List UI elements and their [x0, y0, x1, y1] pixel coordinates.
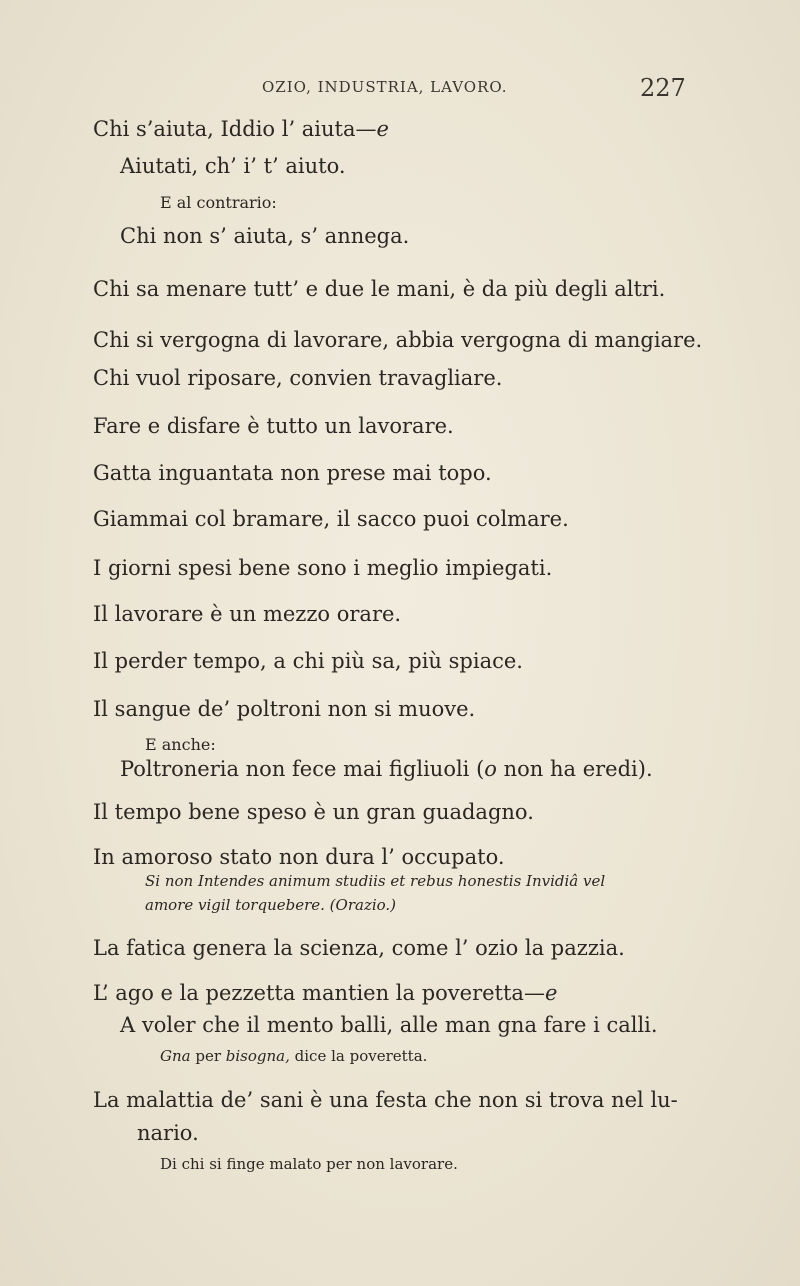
gloss-note: Di chi si finge malato per non lavorare.: [160, 1155, 458, 1173]
running-head: OZIO, INDUSTRIA, LAVORO.: [262, 78, 508, 96]
gloss-note: Gna per bisogna, dice la poveretta.: [160, 1047, 428, 1065]
page-number: 227: [640, 74, 686, 102]
proverb-line: A voler che il mento balli, alle man gna fare i calli.: [120, 1013, 658, 1037]
connector-text: E al contrario:: [160, 193, 277, 212]
latin-quote: Si non Intendes animum studiis et rebus honestis Invidiâ vel: [145, 872, 606, 890]
proverb-line: I giorni spesi bene sono i meglio impiegati.: [93, 556, 553, 580]
proverb-line: Chi sa menare tutt’ e due le mani, è da più degli altri.: [93, 277, 666, 301]
proverb-line: Fare e disfare è tutto un lavorare.: [93, 414, 454, 438]
proverb-line: nario.: [137, 1121, 199, 1145]
connector-text: E anche:: [145, 735, 216, 754]
proverb-line: L’ ago e la pezzetta mantien la poveretta—e: [93, 981, 558, 1005]
proverb-line: Poltroneria non fece mai figliuoli (o non ha eredi).: [120, 757, 653, 781]
proverb-line: Chi vuol riposare, convien travagliare.: [93, 366, 503, 390]
proverb-line: Il lavorare è un mezzo orare.: [93, 602, 402, 626]
proverb-line: Chi s’aiuta, Iddio l’ aiuta—e: [93, 117, 389, 141]
proverb-line: Gatta inguantata non prese mai topo.: [93, 461, 492, 485]
proverb-line: Aiutati, ch’ i’ t’ aiuto.: [120, 154, 346, 178]
page-header: [0, 74, 800, 108]
proverb-line: In amoroso stato non dura l’ occupato.: [93, 845, 505, 869]
proverb-line: Chi non s’ aiuta, s’ annega.: [120, 224, 410, 248]
proverb-line: Il perder tempo, a chi più sa, più spiace.: [93, 649, 523, 673]
latin-quote: amore vigil torquebere. (Orazio.): [145, 896, 397, 914]
proverb-line: La malattia de’ sani è una festa che non si trova nel lu-: [93, 1088, 678, 1112]
proverb-line: Il tempo bene speso è un gran guadagno.: [93, 800, 534, 824]
proverb-line: Chi si vergogna di lavorare, abbia vergogna di mangiare.: [93, 328, 703, 352]
proverb-line: La fatica genera la scienza, come l’ ozio la pazzia.: [93, 936, 625, 960]
proverb-line: Giammai col bramare, il sacco puoi colmare.: [93, 507, 569, 531]
proverb-line: Il sangue de’ poltroni non si muove.: [93, 697, 476, 721]
